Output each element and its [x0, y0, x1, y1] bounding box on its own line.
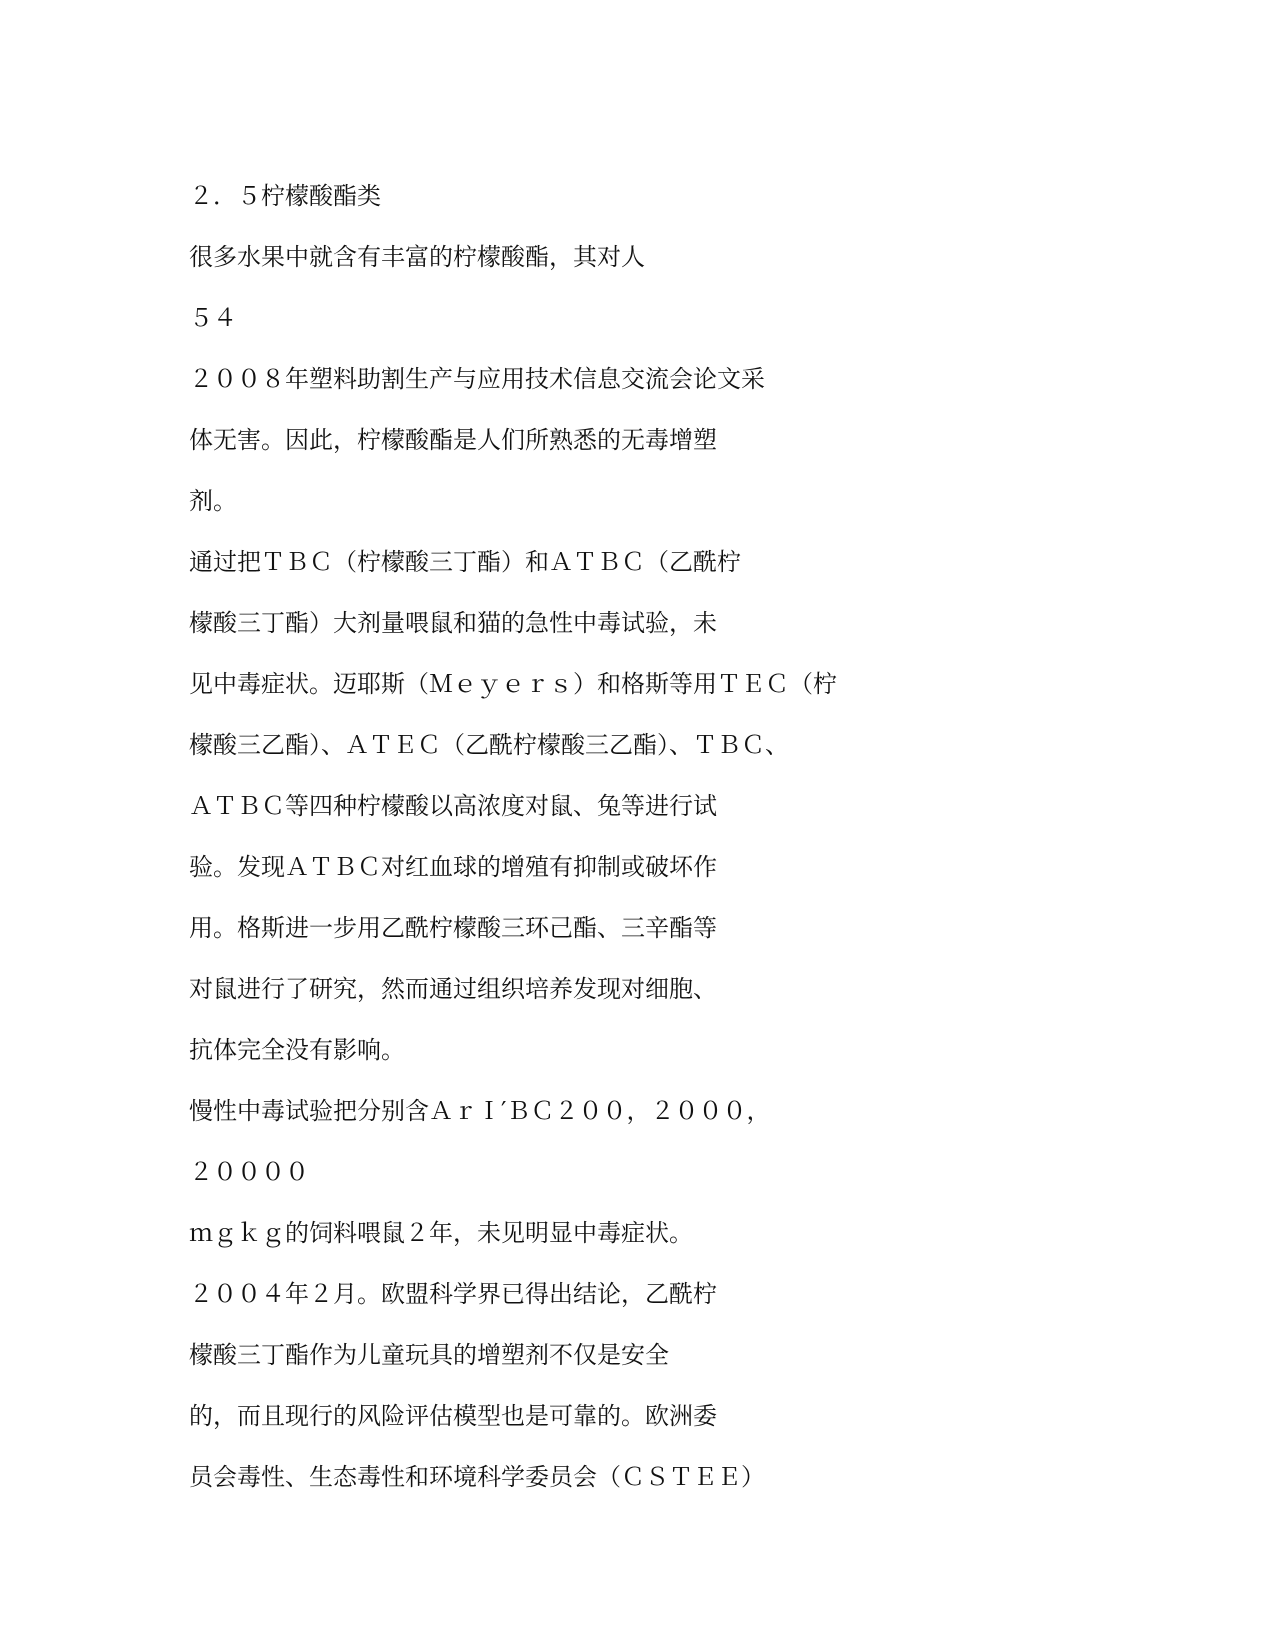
text-line: 的，而且现行的风险评估模型也是可靠的。欧洲委	[189, 1402, 717, 1430]
text-line: ｍｇｋｇ的饲料喂鼠２年，未见明显中毒症状。	[189, 1219, 693, 1247]
text-line: 用。格斯进一步用乙酰柠檬酸三环己酯、三辛酯等	[189, 914, 717, 942]
text-line: 员会毒性、生态毒性和环境科学委员会（ＣＳＴＥＥ）	[189, 1463, 765, 1491]
text-line: 见中毒症状。迈耶斯（Ｍｅｙｅｒｓ）和格斯等用ＴＥＣ（柠	[189, 670, 837, 698]
running-header: ２００８年塑料助割生产与应用技术信息交流会论文采	[189, 365, 765, 393]
text-line: 檬酸三丁酯作为儿童玩具的增塑剂不仅是安全	[189, 1341, 669, 1369]
text-line: 慢性中毒试验把分别含ＡｒＩ′ＢＣ２００，２０００，	[189, 1097, 771, 1125]
text-line: 檬酸三丁酯）大剂量喂鼠和猫的急性中毒试验，未	[189, 609, 717, 637]
text-line: 对鼠进行了研究，然而通过组织培养发现对细胞、	[189, 975, 717, 1003]
text-line: 剂。	[189, 487, 237, 515]
text-line: ２００００	[189, 1158, 309, 1186]
body-text	[189, 180, 1089, 1522]
text-line: 体无害。因此，柠檬酸酯是人们所熟悉的无毒增塑	[189, 426, 717, 454]
text-line: 檬酸三乙酯）、ＡＴＥＣ（乙酰柠檬酸三乙酯）、ＴＢＣ、	[189, 731, 789, 759]
page-number: ５４	[189, 304, 237, 332]
text-line: ＡＴＢＣ等四种柠檬酸以高浓度对鼠、兔等进行试	[189, 792, 717, 820]
text-line: 验。发现ＡＴＢＣ对红血球的增殖有抑制或破坏作	[189, 853, 717, 881]
section-heading: ２．５柠檬酸酯类	[189, 182, 381, 210]
text-line: ２００４年２月。欧盟科学界已得出结论，乙酰柠	[189, 1280, 717, 1308]
text-line: 抗体完全没有影响。	[189, 1036, 405, 1064]
text-line: 通过把ＴＢＣ（柠檬酸三丁酯）和ＡＴＢＣ（乙酰柠	[189, 548, 741, 576]
text-line: 很多水果中就含有丰富的柠檬酸酯，其对人	[189, 243, 645, 271]
